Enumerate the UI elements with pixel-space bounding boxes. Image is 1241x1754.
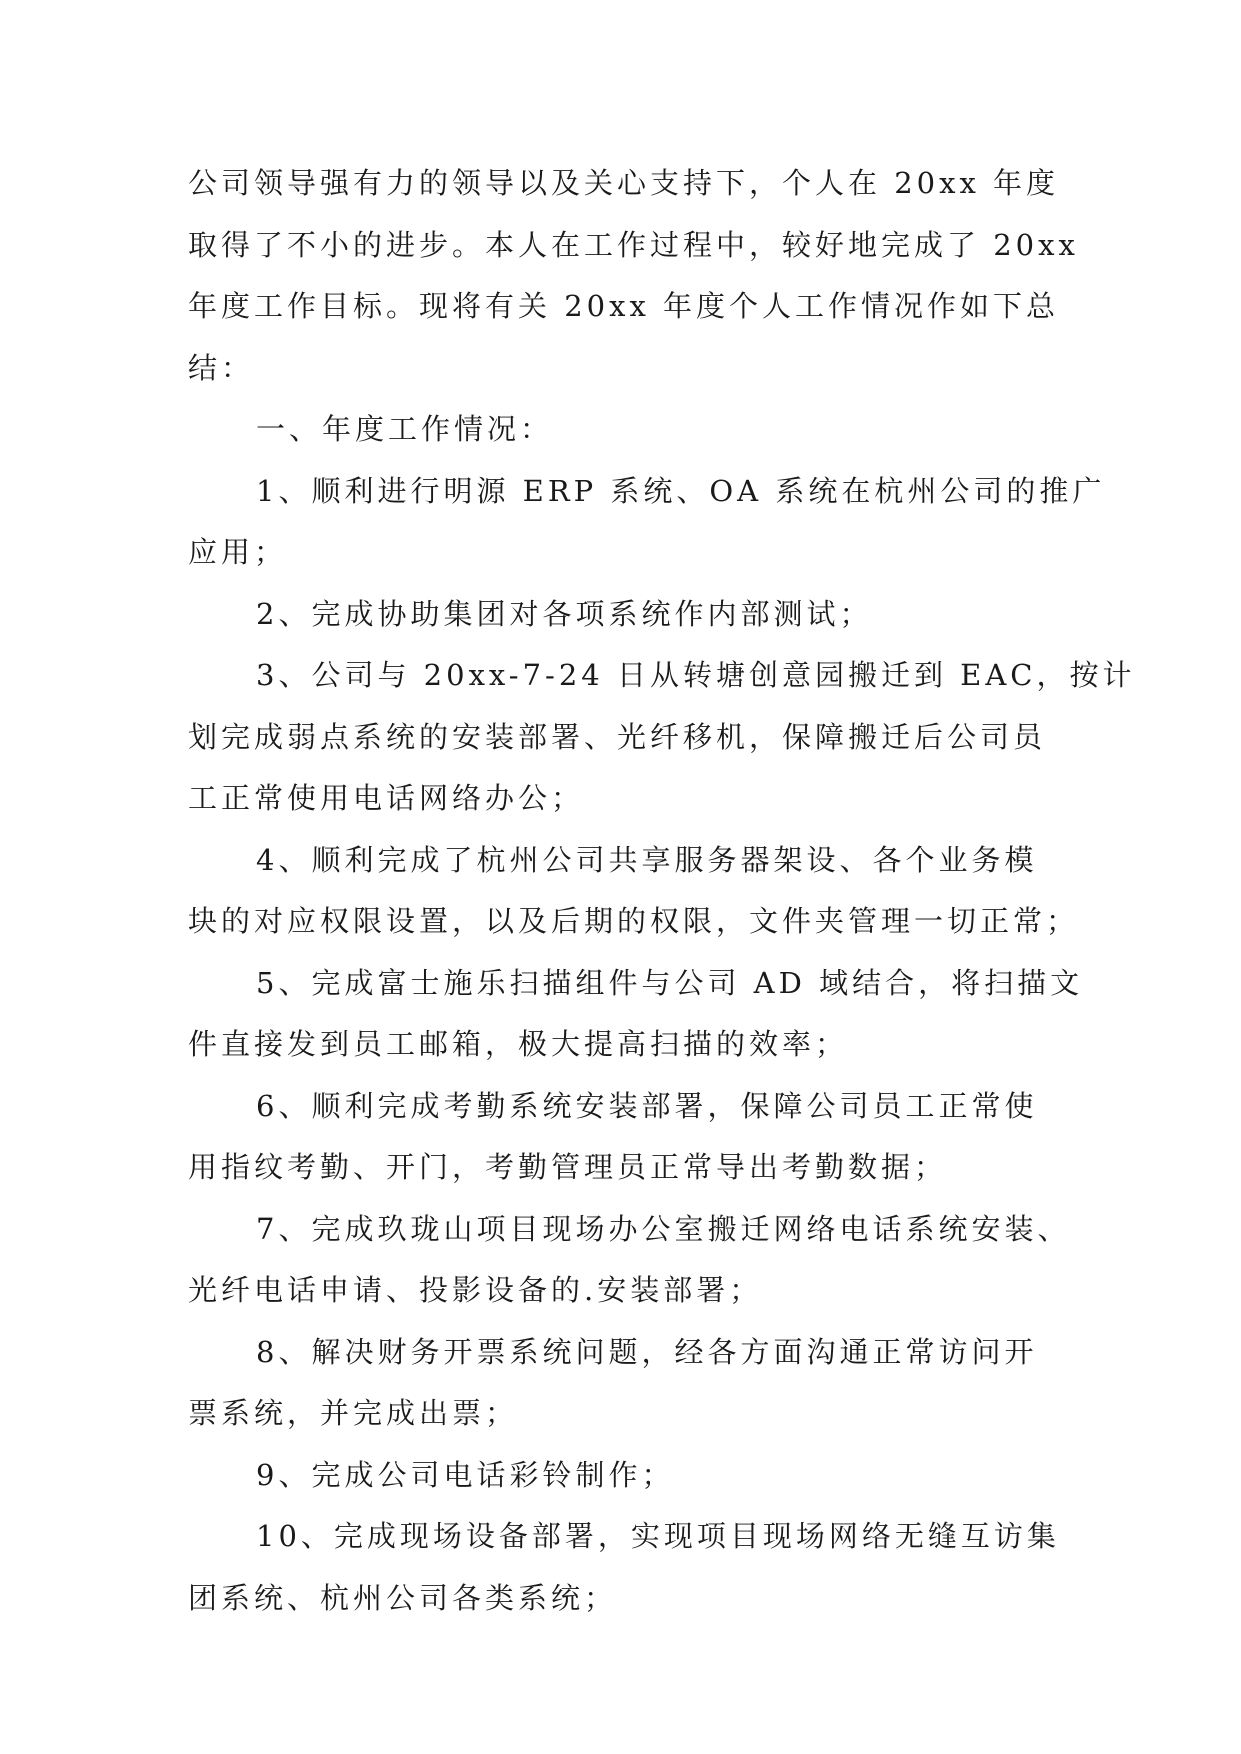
text-line: 7、完成玖珑山项目现场办公室搬迁网络电话系统安装、 [256,1211,1071,1246]
text-line: 1、顺利进行明源 ERP 系统、OA 系统在杭州公司的推广 [256,473,1106,508]
text-line: 工正常使用电话网络办公； [188,781,585,815]
text-line: 团系统、杭州公司各类系统； [188,1580,618,1615]
text-line: 年度工作目标。现将有关 20xx 年度个人工作情况作如下总 [188,289,1060,323]
text-line: 9、完成公司电话彩铃制作； [256,1457,675,1492]
text-line: 应用； [188,535,288,569]
text-line: 票系统，并完成出票； [188,1396,519,1430]
text-line: 6、顺利完成考勤系统安装部署，保障公司员工正常使 [256,1088,1038,1123]
text-line: 划完成弱点系统的安装部署、光纤移机，保障搬迁后公司员 [188,719,1047,754]
text-line: 5、完成富士施乐扫描组件与公司 AD 域结合，将扫描文 [256,965,1084,1000]
text-line: 公司领导强有力的领导以及关心支持下，个人在 20xx 年度 [188,166,1060,200]
text-line: 8、解决财务开票系统问题，经各方面沟通正常访问开 [256,1334,1038,1369]
text-line: 3、公司与 20xx-7-24 日从转塘创意园搬迁到 EAC，按计 [256,658,1136,692]
text-line: 10、完成现场设备部署，实现项目现场网络无缝互访集 [256,1519,1060,1553]
text-line: 光纤电话申请、投影设备的.安装部署； [188,1273,763,1307]
text-line: 块的对应权限设置，以及后期的权限，文件夹管理一切正常； [188,904,1080,938]
text-line: 取得了不小的进步。本人在工作过程中，较好地完成了 20xx [188,227,1079,262]
text-line: 用指纹考勤、开门，考勤管理员正常导出考勤数据； [188,1150,948,1184]
text-line: 4、顺利完成了杭州公司共享服务器架设、各个业务模 [256,842,1038,877]
text-line: 2、完成协助集团对各项系统作内部测试； [256,596,873,631]
document-body [188,153,1136,1629]
text-line: 一、年度工作情况： [256,412,554,446]
text-line: 结： [188,350,255,385]
text-line: 件直接发到员工邮箱，极大提高扫描的效率； [188,1027,849,1061]
